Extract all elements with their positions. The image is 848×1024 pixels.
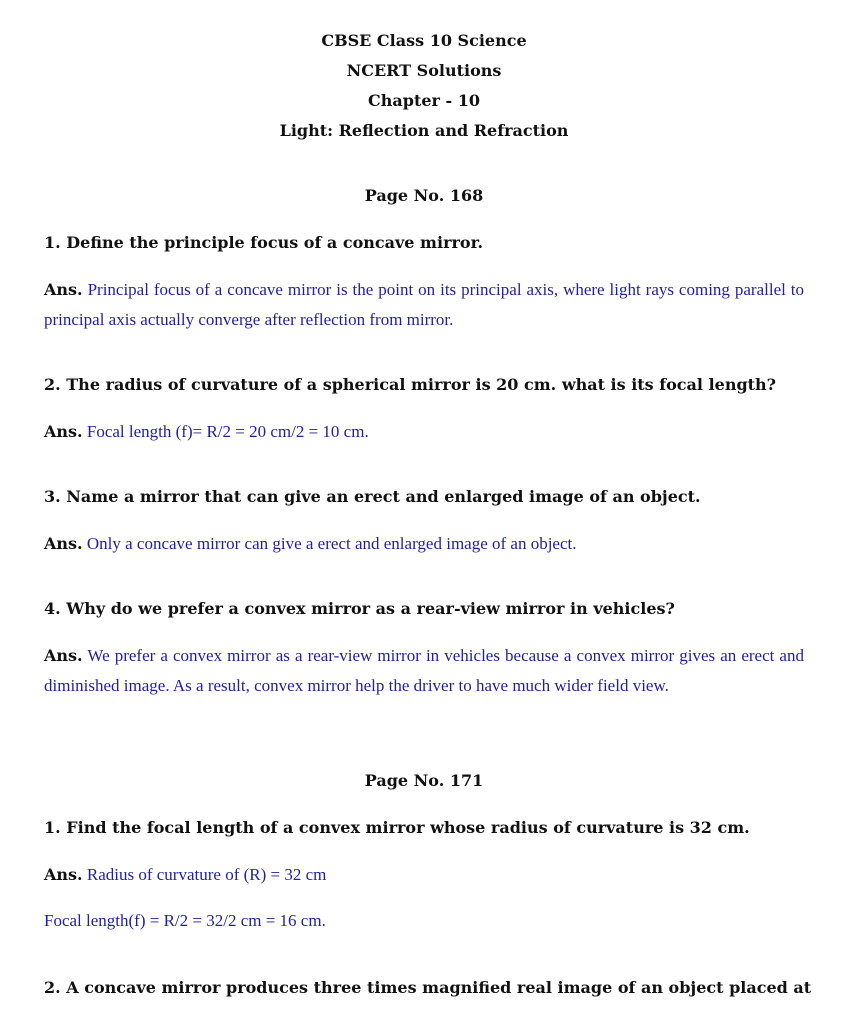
answer-text: We prefer a convex mirror as a rear-view mirror in vehicles because a convex mirror gives an erect and diminished image. As a result, convex mirror help the driver to have much wider field view. (44, 646, 804, 695)
answer (44, 275, 804, 335)
document-title: CBSE Class 10 Science (321, 31, 527, 50)
question: 1. Define the principle focus of a concave mirror. (44, 233, 484, 252)
answer-text: Focal length (f)= R/2 = 20 cm/2 = 10 cm. (86, 422, 369, 441)
answer-text: Radius of curvature of (R) = 32 cm (86, 865, 327, 884)
question: 1. Find the focal length of a convex mirror whose radius of curvature is 32 cm. (44, 818, 750, 837)
answer-text: Principal focus of a concave mirror is the point on its principal axis, where light rays coming parallel to principal axis actually converge after reflection from mirror. (44, 280, 805, 329)
question: 4. Why do we prefer a convex mirror as a rear-view mirror in vehicles? (44, 599, 675, 618)
answer-label: Ans. (44, 865, 83, 884)
page-label: Page No. 168 (364, 186, 484, 205)
question: 2. The radius of curvature of a spherical mirror is 20 cm. what is its focal length? (44, 375, 777, 394)
document-subtitle: NCERT Solutions (346, 61, 502, 80)
answer (44, 529, 804, 559)
answer-label: Ans. (44, 534, 83, 553)
answer-text: Only a concave mirror can give a erect and enlarged image of an object. (86, 534, 577, 553)
answer (44, 417, 804, 447)
answer-label: Ans. (44, 646, 83, 665)
answer-continuation: Focal length(f) = R/2 = 32/2 cm = 16 cm. (44, 911, 326, 930)
answer (44, 860, 804, 890)
answer-label: Ans. (44, 422, 83, 441)
chapter-number: Chapter - 10 (368, 91, 480, 110)
chapter-title: Light: Reflection and Refraction (279, 121, 569, 140)
answer-label: Ans. (44, 280, 83, 299)
answer (44, 641, 804, 701)
question: 2. A concave mirror produces three times magnified real image of an object placed at (44, 978, 812, 997)
question: 3. Name a mirror that can give an erect and enlarged image of an object. (44, 487, 701, 506)
page-label: Page No. 171 (364, 771, 484, 790)
